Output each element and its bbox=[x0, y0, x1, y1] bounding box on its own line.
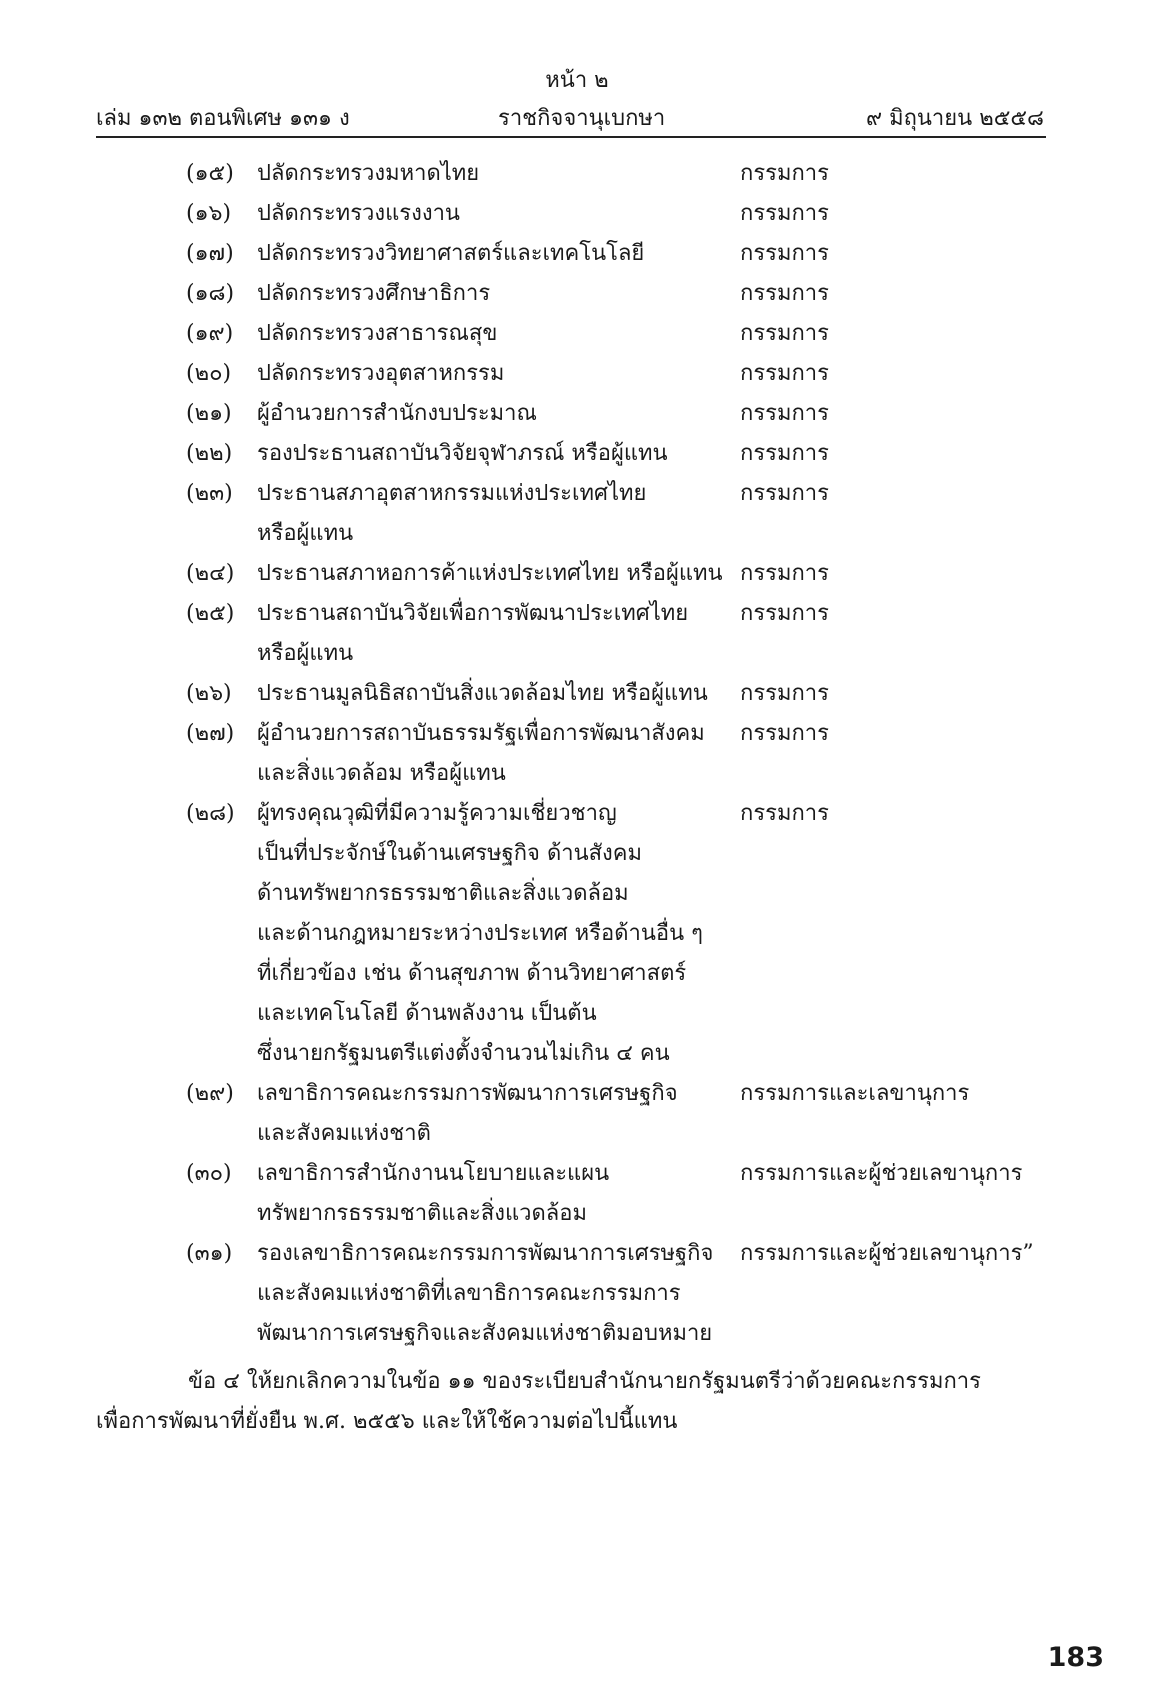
committee-member bbox=[0, 154, 1154, 194]
member-title bbox=[257, 434, 737, 474]
clause-4 bbox=[96, 1362, 1048, 1442]
member-title-line: ผู้อำนวยการสถาบันธรรมรัฐเพื่อการพัฒนาสังคม bbox=[257, 721, 705, 746]
member-title-line: ซึ่งนายกรัฐมนตรีแต่งตั้งจำนวนไม่เกิน ๔ คน bbox=[257, 1041, 670, 1066]
committee-member bbox=[0, 274, 1154, 314]
member-title bbox=[257, 1234, 737, 1354]
member-title bbox=[257, 594, 737, 674]
committee-member bbox=[0, 314, 1154, 354]
member-number: (๒๖) bbox=[186, 681, 232, 706]
member-role: กรรมการ bbox=[740, 681, 829, 706]
member-title bbox=[257, 154, 737, 194]
member-title-line: รองประธานสถาบันวิจัยจุฬาภรณ์ หรือผู้แทน bbox=[257, 441, 668, 466]
header-rule bbox=[96, 136, 1046, 138]
member-title-line: ประธานสภาหอการค้าแห่งประเทศไทย หรือผู้แทน bbox=[257, 561, 723, 586]
member-title-line: ด้านทรัพยากรธรรมชาติและสิ่งแวดล้อม bbox=[257, 881, 629, 906]
member-number: (๒๕) bbox=[186, 601, 235, 626]
member-title bbox=[257, 314, 737, 354]
member-number: (๒๓) bbox=[186, 481, 233, 506]
member-role: กรรมการ bbox=[740, 201, 829, 226]
member-number: (๒๗) bbox=[186, 721, 235, 746]
committee-member bbox=[0, 1154, 1154, 1234]
member-role: กรรมการ bbox=[740, 361, 829, 386]
member-title-line: ที่เกี่ยวข้อง เช่น ด้านสุขภาพ ด้านวิทยาศาสตร์ bbox=[257, 961, 687, 986]
member-number: (๒๑) bbox=[186, 401, 232, 426]
committee-member-list bbox=[0, 154, 1154, 1354]
member-number: (๓๑) bbox=[186, 1241, 233, 1266]
member-title-line: และด้านกฎหมายระหว่างประเทศ หรือด้านอื่น ๆ bbox=[257, 921, 703, 946]
committee-member bbox=[0, 354, 1154, 394]
member-title-line: ประธานสถาบันวิจัยเพื่อการพัฒนาประเทศไทย bbox=[257, 601, 689, 626]
committee-member bbox=[0, 234, 1154, 274]
member-title bbox=[257, 1074, 737, 1154]
gazette-header bbox=[96, 100, 1046, 134]
member-title bbox=[257, 794, 737, 1074]
member-role: กรรมการ bbox=[740, 321, 829, 346]
member-number: (๑๙) bbox=[186, 321, 234, 346]
member-title-line: ปลัดกระทรวงวิทยาศาสตร์และเทคโนโลยี bbox=[257, 241, 645, 266]
member-number: (๑๕) bbox=[186, 161, 234, 186]
member-title-line: และสังคมแห่งชาติ bbox=[257, 1121, 431, 1146]
member-title-line: ปลัดกระทรวงแรงงาน bbox=[257, 201, 460, 226]
publication-date: ๙ มิถุนายน ๒๕๕๘ bbox=[865, 106, 1044, 131]
member-role: กรรมการ bbox=[740, 561, 829, 586]
member-number: (๑๘) bbox=[186, 281, 235, 306]
folio-number: 183 bbox=[1047, 1642, 1104, 1673]
member-title-line: และเทคโนโลยี ด้านพลังงาน เป็นต้น bbox=[257, 1001, 597, 1026]
committee-member bbox=[0, 474, 1154, 554]
committee-member bbox=[0, 554, 1154, 594]
committee-member bbox=[0, 714, 1154, 794]
member-title-line: ทรัพยากรธรรมชาติและสิ่งแวดล้อม bbox=[257, 1201, 587, 1226]
member-title-line: หรือผู้แทน bbox=[257, 521, 354, 546]
member-number: (๒๒) bbox=[186, 441, 233, 466]
member-title bbox=[257, 354, 737, 394]
member-role: กรรมการ bbox=[740, 801, 829, 826]
member-title-line: เลขาธิการคณะกรรมการพัฒนาการเศรษฐกิจ bbox=[257, 1081, 678, 1106]
member-title-line: ผู้ทรงคุณวุฒิที่มีความรู้ความเชี่ยวชาญ bbox=[257, 801, 617, 826]
member-title bbox=[257, 274, 737, 314]
member-number: (๒๔) bbox=[186, 561, 235, 586]
committee-member bbox=[0, 594, 1154, 674]
member-number: (๑๖) bbox=[186, 201, 232, 226]
member-role: กรรมการ bbox=[740, 441, 829, 466]
member-title bbox=[257, 394, 737, 434]
gazette-title: ราชกิจจานุเบกษา bbox=[498, 106, 666, 131]
member-title bbox=[257, 674, 737, 714]
member-title-line: ประธานมูลนิธิสถาบันสิ่งแวดล้อมไทย หรือผู้แทน bbox=[257, 681, 708, 706]
member-title bbox=[257, 554, 737, 594]
committee-member bbox=[0, 674, 1154, 714]
committee-member bbox=[0, 1074, 1154, 1154]
member-role: กรรมการ bbox=[740, 601, 829, 626]
member-title bbox=[257, 1154, 737, 1234]
member-title-line: เลขาธิการสำนักงานนโยบายและแผน bbox=[257, 1161, 610, 1186]
committee-member bbox=[0, 394, 1154, 434]
member-role: กรรมการและเลขานุการ bbox=[740, 1081, 970, 1106]
member-role: กรรมการ bbox=[740, 481, 829, 506]
member-number: (๓๐) bbox=[186, 1161, 232, 1186]
clause-4-line-2: เพื่อการพัฒนาที่ยั่งยืน พ.ศ. ๒๕๕๖ และให้ใช้ความต่อไปนี้แทน bbox=[96, 1409, 678, 1434]
member-title-line: ผู้อำนวยการสำนักงบประมาณ bbox=[257, 401, 537, 426]
member-title bbox=[257, 474, 737, 554]
committee-member bbox=[0, 194, 1154, 234]
member-number: (๑๗) bbox=[186, 241, 234, 266]
member-title bbox=[257, 714, 737, 794]
member-role: กรรมการ bbox=[740, 241, 829, 266]
page-label: หน้า ๒ bbox=[545, 68, 609, 93]
member-title-line: หรือผู้แทน bbox=[257, 641, 354, 666]
member-title-line: และสิ่งแวดล้อม หรือผู้แทน bbox=[257, 761, 506, 786]
committee-member bbox=[0, 1234, 1154, 1354]
member-title-line: รองเลขาธิการคณะกรรมการพัฒนาการเศรษฐกิจ bbox=[257, 1241, 714, 1266]
member-title bbox=[257, 194, 737, 234]
member-role: กรรมการ bbox=[740, 281, 829, 306]
member-title-line: เป็นที่ประจักษ์ในด้านเศรษฐกิจ ด้านสังคม bbox=[257, 841, 643, 866]
clause-4-line-1: ข้อ ๔ ให้ยกเลิกความในข้อ ๑๑ ของระเบียบสำนักนายกรัฐมนตรีว่าด้วยคณะกรรมการ bbox=[188, 1369, 981, 1394]
member-role: กรรมการ bbox=[740, 401, 829, 426]
committee-member bbox=[0, 794, 1154, 1074]
member-title-line: ประธานสภาอุตสาหกรรมแห่งประเทศไทย bbox=[257, 481, 647, 506]
member-number: (๒๐) bbox=[186, 361, 232, 386]
member-title-line: ปลัดกระทรวงอุตสาหกรรม bbox=[257, 361, 505, 386]
member-title-line: ปลัดกระทรวงมหาดไทย bbox=[257, 161, 480, 186]
volume-issue: เล่ม ๑๓๒ ตอนพิเศษ ๑๓๑ ง bbox=[96, 106, 350, 131]
member-number: (๒๙) bbox=[186, 1081, 234, 1106]
member-role: กรรมการ bbox=[740, 721, 829, 746]
member-role: กรรมการและผู้ช่วยเลขานุการ bbox=[740, 1161, 1023, 1186]
member-title-line: พัฒนาการเศรษฐกิจและสังคมแห่งชาติมอบหมาย bbox=[257, 1321, 713, 1346]
member-title bbox=[257, 234, 737, 274]
committee-member bbox=[0, 434, 1154, 474]
member-number: (๒๘) bbox=[186, 801, 235, 826]
member-title-line: และสังคมแห่งชาติที่เลขาธิการคณะกรรมการ bbox=[257, 1281, 681, 1306]
member-title-line: ปลัดกระทรวงสาธารณสุข bbox=[257, 321, 498, 346]
member-role: กรรมการ bbox=[740, 161, 829, 186]
member-role: กรรมการและผู้ช่วยเลขานุการ” bbox=[740, 1241, 1034, 1266]
member-title-line: ปลัดกระทรวงศึกษาธิการ bbox=[257, 281, 491, 306]
